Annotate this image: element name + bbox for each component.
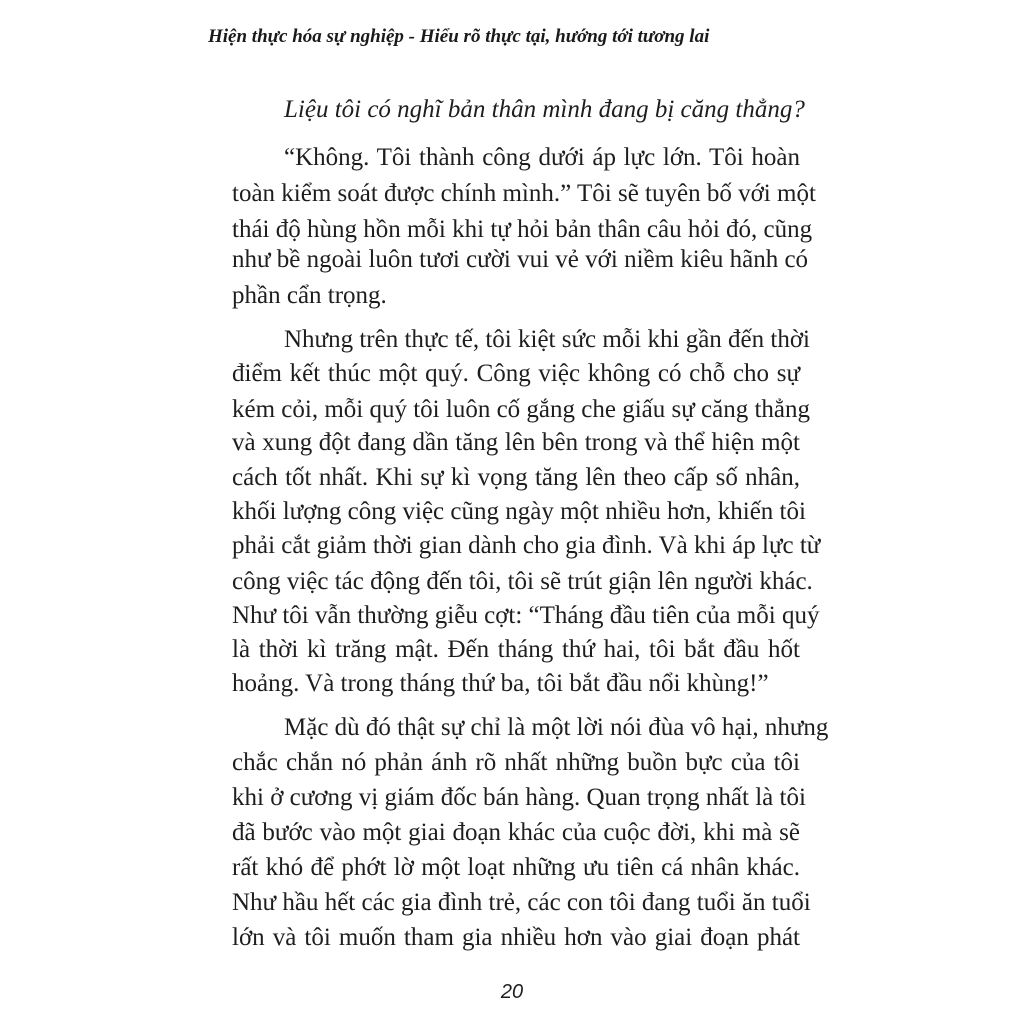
paragraph-1-line-3: thái độ hùng hồn mỗi khi tự hỏi bản thân câu hỏi đó, cũng (232, 216, 813, 243)
paragraph-2-line-8: công việc tác động đến tôi, tôi sẽ trút giận lên người khác. (232, 568, 813, 595)
paragraph-2-line-6: khối lượng công việc cũng ngày một nhiều hơn, khiến tôi (232, 498, 806, 525)
paragraph-2-line-4: và xung đột đang dần tăng lên bên trong và thể hiện một (232, 429, 800, 456)
paragraph-2-line-5: cách tốt nhất. Khi sự kì vọng tăng lên theo cấp số nhân, (232, 464, 800, 491)
paragraph-3-line-6: Như hầu hết các gia đình trẻ, các con tôi đang tuổi ăn tuổi (232, 889, 811, 916)
paragraph-2-line-11: hoảng. Và trong tháng thứ ba, tôi bắt đầu nổi khùng!” (232, 670, 769, 697)
paragraph-2-line-10: là thời kì trăng mật. Đến tháng thứ hai, tôi bắt đầu hốt (232, 636, 800, 663)
paragraph-1-line-5: phần cẩn trọng. (232, 282, 387, 309)
paragraph-1-line-2: toàn kiểm soát được chính mình.” Tôi sẽ tuyên bố với một (232, 180, 816, 207)
paragraph-3-line-5: rất khó để phớt lờ một loạt những ưu tiên cá nhân khác. (232, 854, 800, 881)
paragraph-3-line-3: khi ở cương vị giám đốc bán hàng. Quan trọng nhất là tôi (232, 784, 806, 811)
paragraph-3-line-7: lớn và tôi muốn tham gia nhiều hơn vào giai đoạn phát (232, 924, 800, 951)
paragraph-1-line-4: như bề ngoài luôn tươi cười vui vẻ với niềm kiêu hãnh có (232, 246, 809, 273)
paragraph-2-line-9: Như tôi vẫn thường giễu cợt: “Tháng đầu tiên của mỗi quý (232, 602, 820, 629)
paragraph-3-line-1: Mặc dù đó thật sự chỉ là một lời nói đùa vô hại, nhưng (284, 714, 829, 741)
paragraph-3-line-4: đã bước vào một giai đoạn khác của cuộc đời, khi mà sẽ (232, 819, 800, 846)
paragraph-2-line-1: Nhưng trên thực tế, tôi kiệt sức mỗi khi gần đến thời (284, 326, 811, 353)
running-header: Hiện thực hóa sự nghiệp - Hiểu rõ thực tại, hướng tới tương lai (208, 26, 710, 47)
page-number: 20 (500, 981, 524, 1003)
paragraph-2-line-7: phải cắt giảm thời gian dành cho gia đình. Và khi áp lực từ (232, 532, 821, 559)
section-question: Liệu tôi có nghĩ bản thân mình đang bị căng thẳng? (284, 96, 805, 123)
paragraph-3-line-2: chắc chắn nó phản ánh rõ nhất những buồn bực của tôi (232, 749, 800, 776)
paragraph-2-line-2: điểm kết thúc một quý. Công việc không có chỗ cho sự (232, 360, 800, 387)
paragraph-1-line-1: “Không. Tôi thành công dưới áp lực lớn. Tôi hoàn (284, 144, 800, 171)
paragraph-2-line-3: kém cỏi, mỗi quý tôi luôn cố gắng che giấu sự căng thẳng (232, 396, 811, 423)
